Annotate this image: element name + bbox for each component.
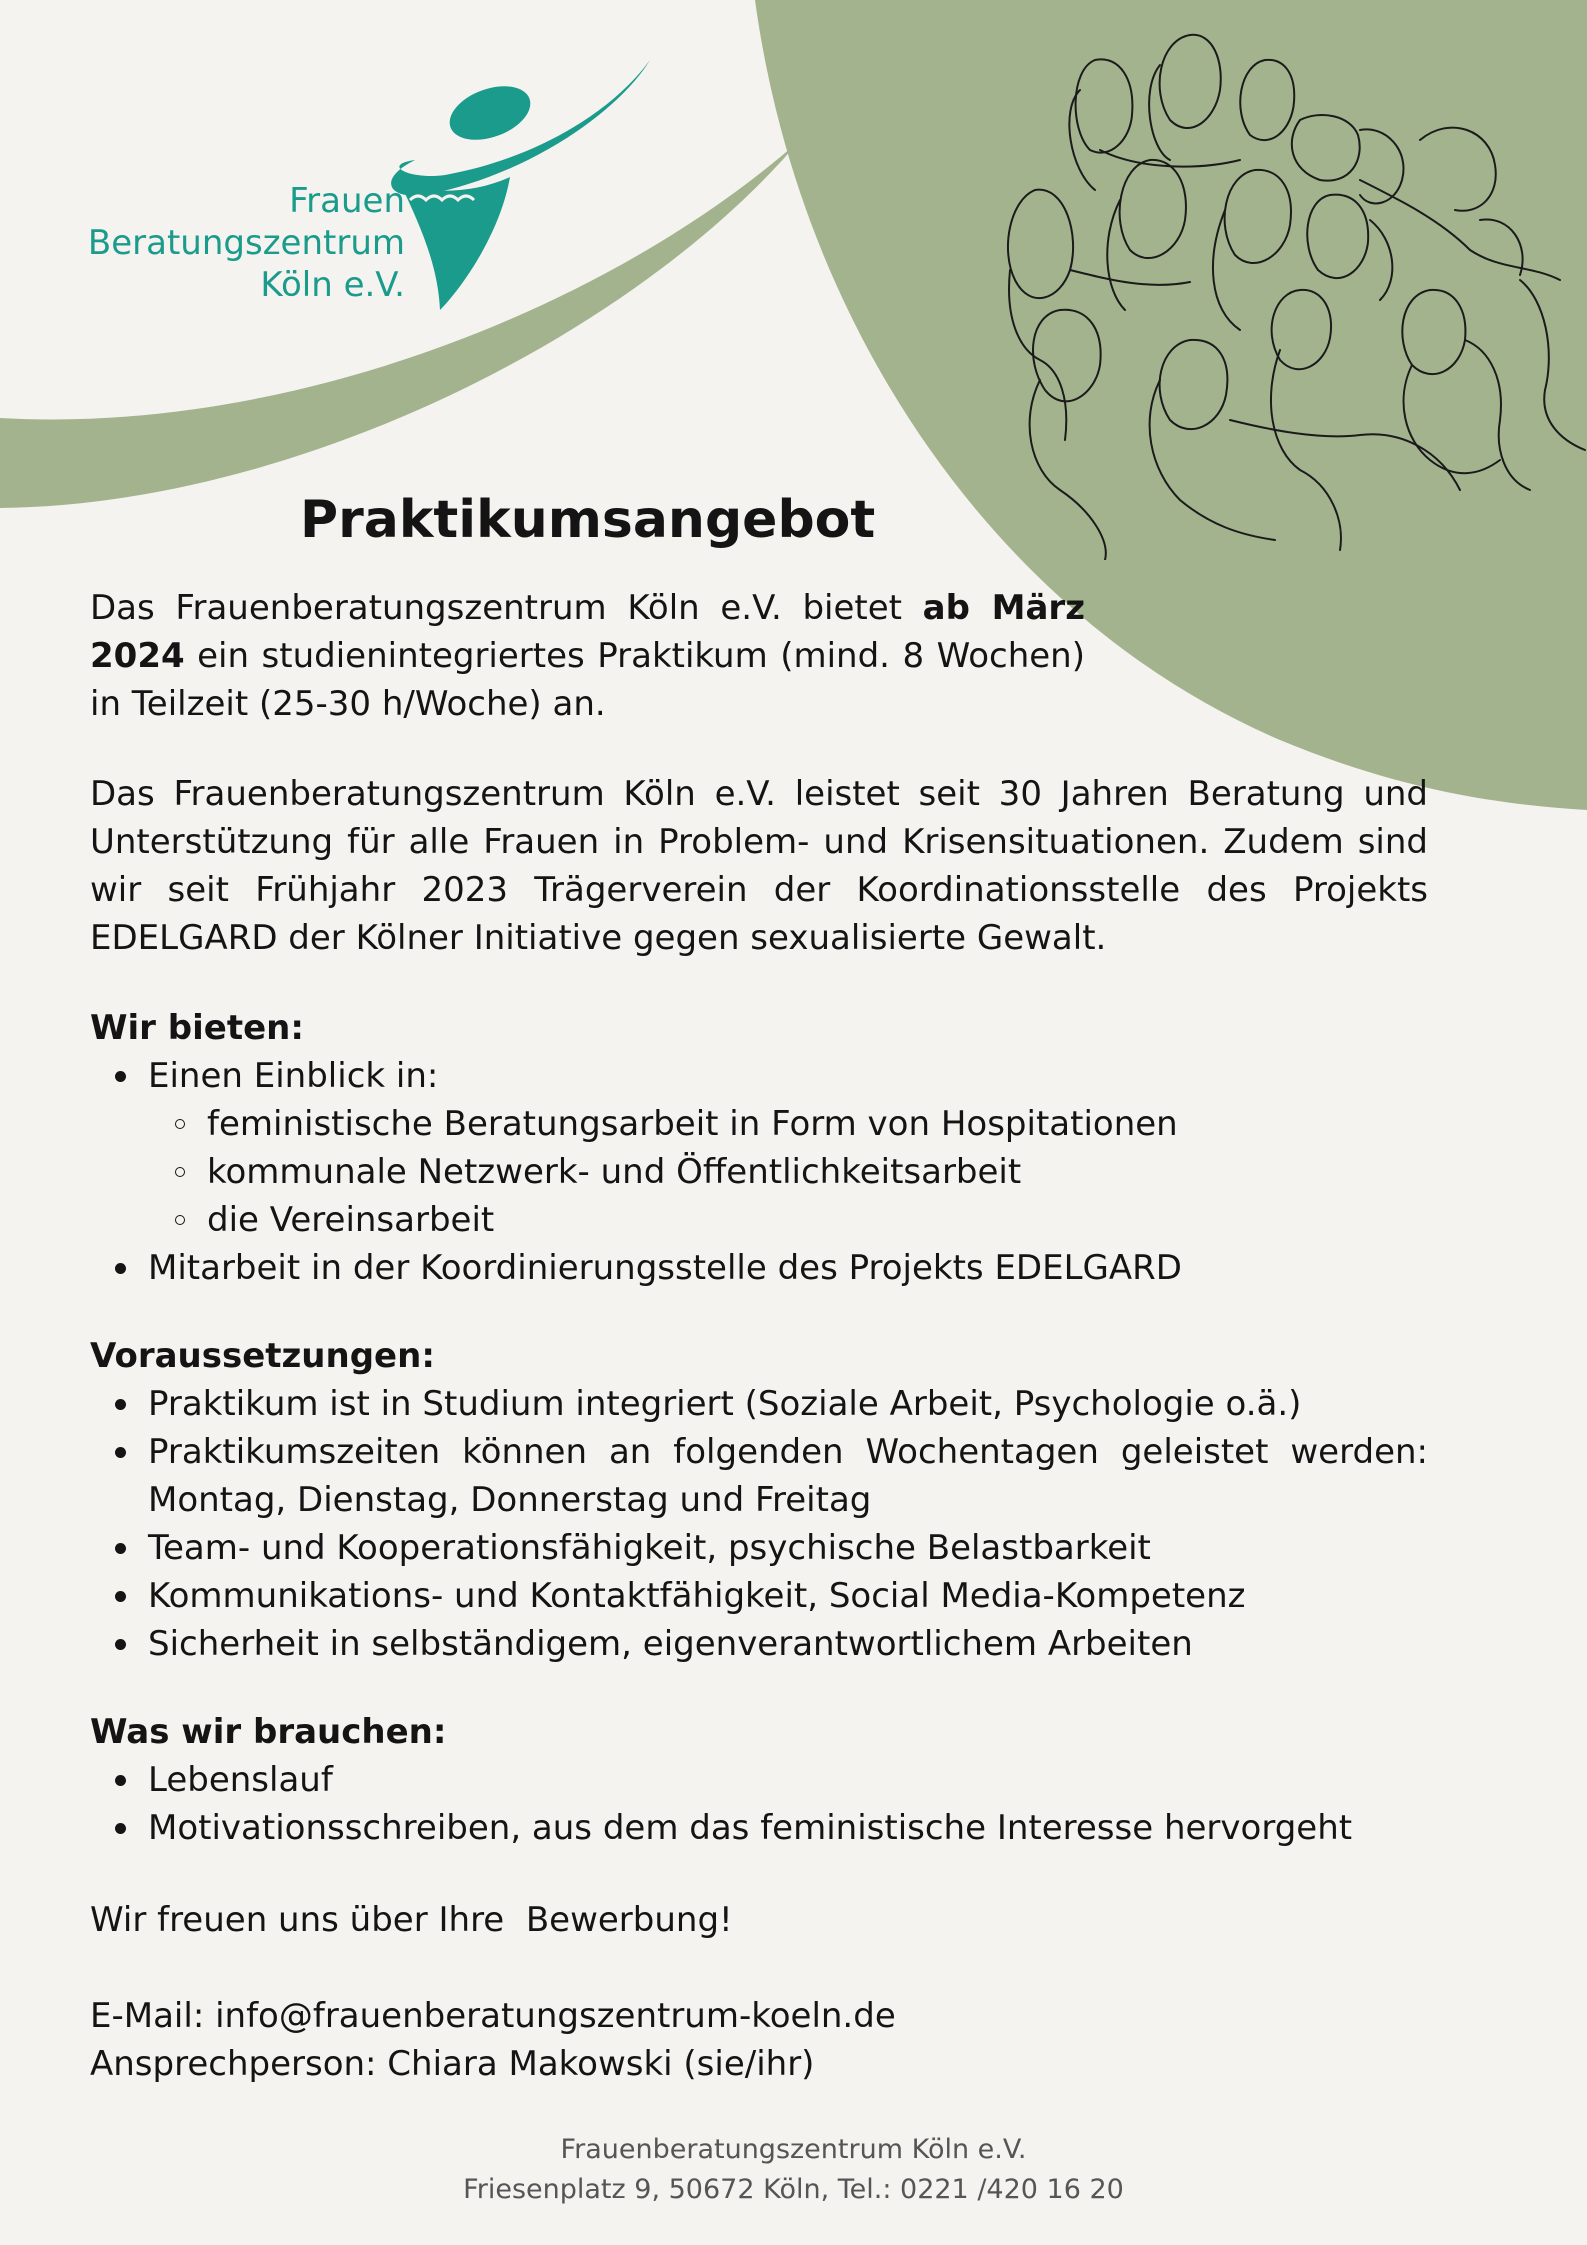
needs-heading: Was wir brauchen: bbox=[90, 1712, 447, 1752]
footer-address: Friesenplatz 9, 50672 Köln, Tel.: 0221 /420 16 20 bbox=[463, 2174, 1124, 2205]
page-title: Praktikumsangebot bbox=[300, 490, 876, 550]
closing-text: Wir freuen uns über Ihre Bewerbung! bbox=[90, 1900, 733, 1940]
requirements-section bbox=[90, 1332, 1428, 1668]
list-item: Praktikum ist in Studium integriert (Soziale Arbeit, Psychologie o.ä.) bbox=[90, 1380, 1428, 1428]
intro-paragraph bbox=[90, 584, 1085, 728]
about-paragraph: Das Frauenberatungszentrum Köln e.V. leistet seit 30 Jahren Beratung und Unterstützung für alle Frauen in Problem- und Krisensituationen. Zudem sind wir seit Frühjahr 2023 Trägerverein der Koordinationsstelle des Projekts EDELGARD der Kölner Initiative gegen sexualisierte Gewalt. bbox=[90, 774, 1428, 958]
offer-heading: Wir bieten: bbox=[90, 1008, 304, 1048]
offer-list bbox=[90, 1052, 1428, 1292]
list-item: Sicherheit in selbständigem, eigenverantwortlichem Arbeiten bbox=[90, 1620, 1428, 1668]
list-item: kommunale Netzwerk- und Öffentlichkeitsarbeit bbox=[90, 1148, 1428, 1196]
logo-wordmark bbox=[80, 180, 405, 306]
footer bbox=[0, 2130, 1587, 2210]
logo-line-2: Beratungszentrum bbox=[87, 223, 405, 263]
organization-logo bbox=[80, 55, 680, 325]
list-item: Motivationsschreiben, aus dem das feministische Interesse hervorgeht bbox=[90, 1804, 1428, 1852]
intro-text-start: Das Frauenberatungszentrum Köln e.V. bietet bbox=[90, 588, 923, 628]
list-item: Kommunikations- und Kontaktfähigkeit, Social Media-Kompetenz bbox=[90, 1572, 1428, 1620]
offer-sublist bbox=[90, 1100, 1428, 1244]
offer-item-insight: Einen Einblick in: bbox=[148, 1056, 439, 1096]
offer-section bbox=[90, 1004, 1428, 1292]
contact-email[interactable]: E-Mail: info@frauenberatungszentrum-koeln.de bbox=[90, 1996, 896, 2036]
needs-list bbox=[90, 1756, 1428, 1852]
list-item: Praktikumszeiten können an folgenden Wochentagen geleistet werden: Montag, Dienstag, Donnerstag und Freitag bbox=[90, 1428, 1428, 1524]
footer-organization: Frauenberatungszentrum Köln e.V. bbox=[560, 2134, 1027, 2165]
list-item: feministische Beratungsarbeit in Form von Hospitationen bbox=[90, 1100, 1428, 1148]
list-item: Team- und Kooperationsfähigkeit, psychische Belastbarkeit bbox=[90, 1524, 1428, 1572]
logo-line-3: Köln e.V. bbox=[260, 265, 405, 305]
list-item: Lebenslauf bbox=[90, 1756, 1428, 1804]
list-item bbox=[90, 1052, 1428, 1244]
intro-start-date: ab März 2024 bbox=[90, 588, 1085, 676]
list-item: Mitarbeit in der Koordinierungsstelle des Projekts EDELGARD bbox=[90, 1244, 1428, 1292]
intro-text-end: ein studienintegriertes Praktikum (mind. 8 Wochen) in Teilzeit (25-30 h/Woche) an. bbox=[90, 636, 1085, 724]
contact-person: Ansprechperson: Chiara Makowski (sie/ihr) bbox=[90, 2044, 815, 2084]
needs-section bbox=[90, 1708, 1428, 1852]
women-line-drawing-icon bbox=[1000, 20, 1587, 560]
list-item: die Vereinsarbeit bbox=[90, 1196, 1428, 1244]
requirements-list bbox=[90, 1380, 1428, 1668]
requirements-heading: Voraussetzungen: bbox=[90, 1336, 435, 1376]
logo-line-1: Frauen bbox=[289, 181, 405, 221]
